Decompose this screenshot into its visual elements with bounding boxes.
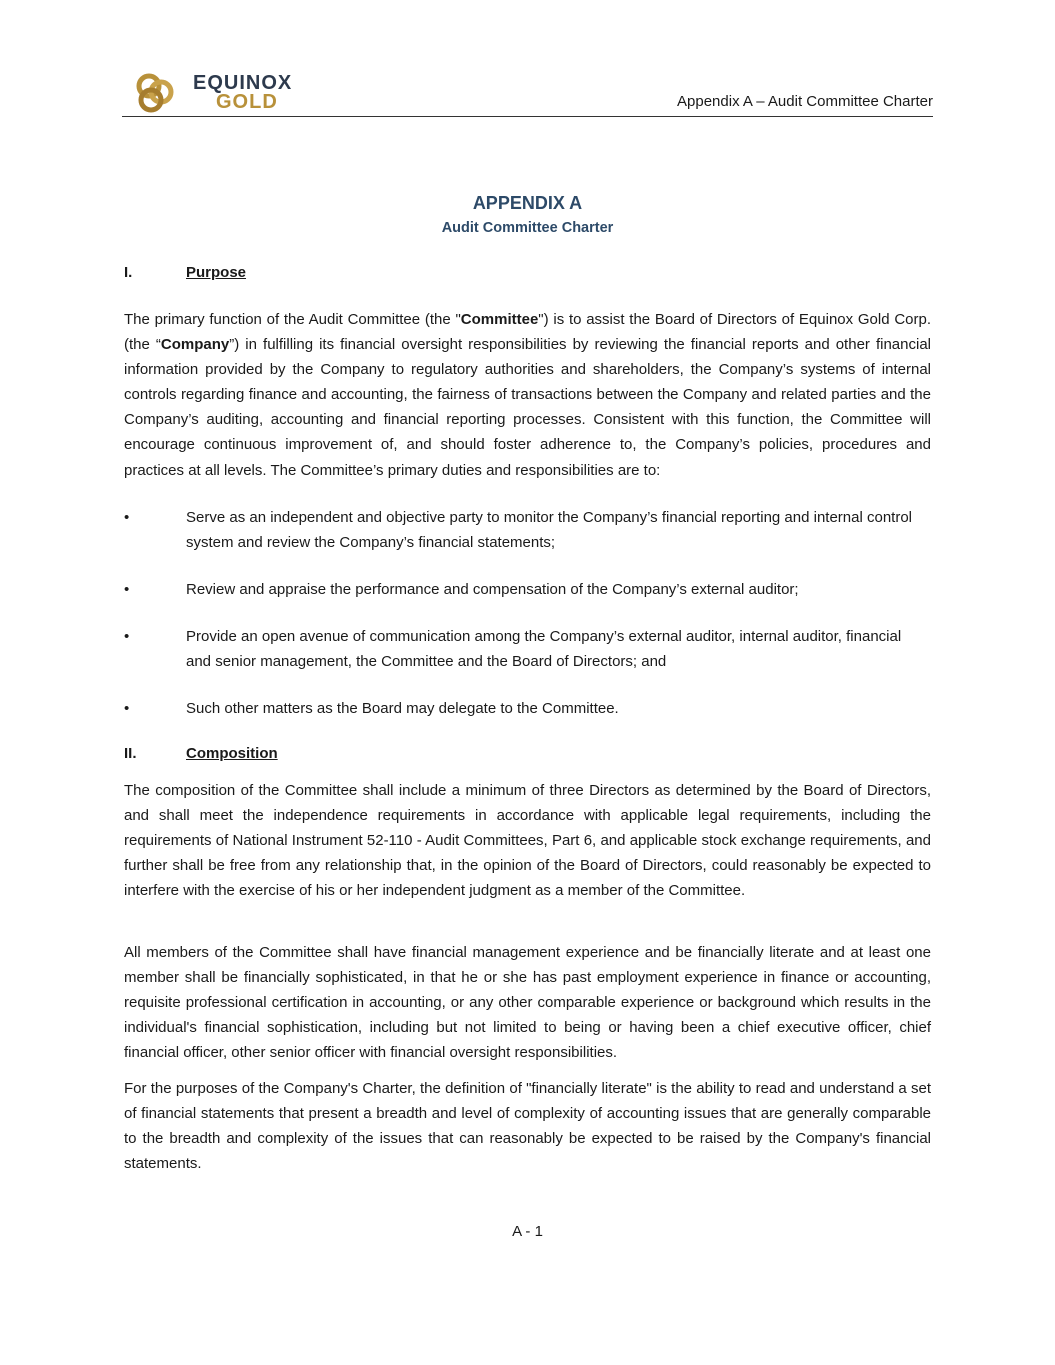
header-doc-title: Appendix A – Audit Committee Charter [677,93,933,110]
list-item-text: Review and appraise the performance and compensation of the Company’s external auditor; [186,581,799,598]
list-item-text: Such other matters as the Board may delegate to the Committee. [186,700,619,717]
text-run: ”) in fulfilling its financial oversight responsibilities by reviewing the financial reports and other financial information provided by the Company to regulatory authorities and shareholders, the Company’s systems of internal controls regarding finance and accounting, the fairness of transactions between the Company and related parties and the Company’s auditing, accounting and financial reporting processes. Consistent with this function, the Committee will encourage continuous improvement of, and should foster adherence to, the Company’s policies, procedures and practices at all levels. The Committee’s primary duties and responsibilities are to: [124,336,931,479]
list-item-text: Serve as an independent and objective party to monitor the Company’s financial reporting and internal control system and review the Company’s financial statements; [186,509,912,552]
text-run: ") is to assist the Board of Directors of Equinox Gold Corp. (the “ [124,311,931,354]
section-title: Purpose [186,264,247,281]
equinox-rings-icon [134,72,178,114]
list-item-text: Provide an open avenue of communication among the Company’s external auditor, internal auditor, financial and senior management, the Committee and the Board of Directors; and [186,628,902,671]
page-number: A - 1 [512,1223,543,1240]
appendix-subtitle: Audit Committee Charter [441,220,614,236]
bullet-icon: • [124,628,130,645]
section-number: I. [124,264,133,281]
section-title: Composition [186,745,278,762]
term-committee: Committee [460,311,539,328]
text-run: The primary function of the Audit Committee (the " [124,311,461,328]
section-number: II. [124,745,137,762]
bullet-icon: • [124,509,130,526]
bullet-icon: • [124,581,130,598]
page-header [122,70,933,117]
logo-text-gold: GOLD [216,91,278,113]
appendix-title: APPENDIX A [472,193,583,213]
composition-paragraph-2: All members of the Committee shall have financial management experience and be financially literate and at least one member shall be financially sophisticated, in that he or she has past employment experience in finance or accounting, requisite professional certification in accounting, or any other comparable experience or background which results in the individual's financial sophistication, including but not limited to being or having been a chief executive officer, chief financial officer, other senior officer with financial oversight responsibilities. [124,944,931,1062]
term-company: Company [160,336,230,354]
logo-text-equinox: EQUINOX [193,72,293,94]
bullet-icon: • [124,700,130,717]
composition-paragraph-3: For the purposes of the Company's Charter, the definition of "financially literate" is the ability to read and understand a set of financial statements that present a breadth and level of complexity of accounting issues that are generally comparable to the breadth and complexity of the issues that can reasonably be expected to be raised by the Company's financial statements. [124,1080,931,1173]
purpose-paragraph [124,307,931,483]
composition-paragraph-1: The composition of the Committee shall include a minimum of three Directors as determined by the Board of Directors, and shall meet the independence requirements in accordance with applicable legal requirements, including the requirements of National Instrument 52-110 - Audit Committees, Part 6, and applicable stock exchange requirements, and further shall be free from any relationship that, in the opinion of the Board of Directors, could reasonably be expected to interfere with the exercise of his or her independent judgment as a member of the Committee. [124,782,931,900]
company-logo [134,70,304,114]
